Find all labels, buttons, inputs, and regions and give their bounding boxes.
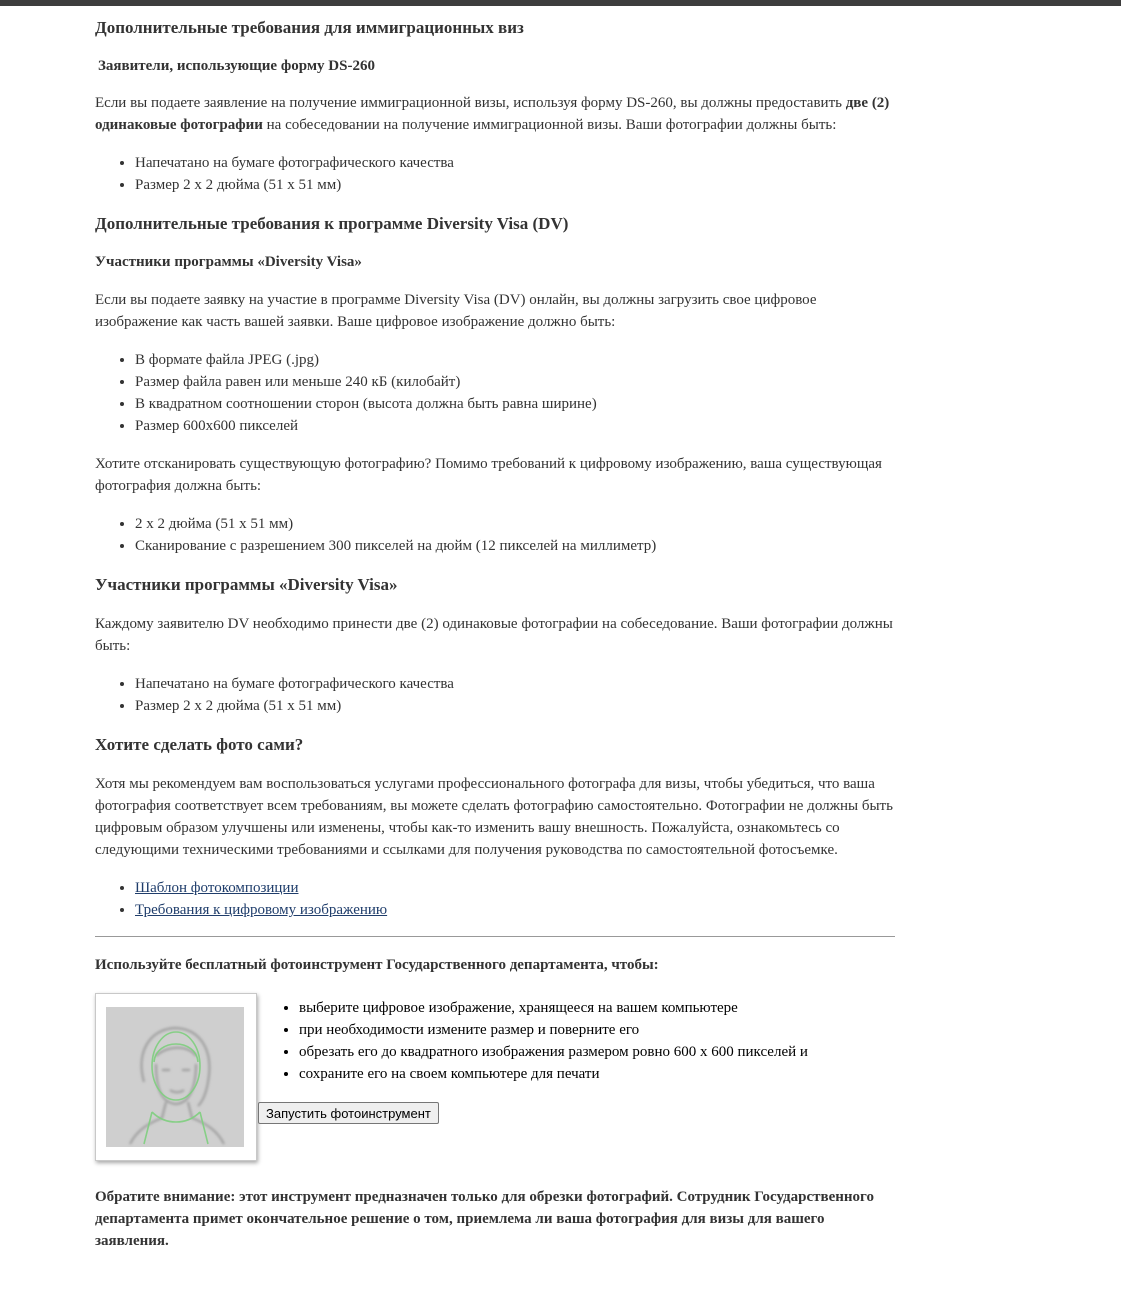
heading-dv-interview: Участники программы «Diversity Visa» [95, 575, 398, 594]
list-item: • В формате файла JPEG (.jpg) [135, 349, 895, 371]
list-item [135, 899, 895, 921]
photo-tool-features [259, 997, 899, 1085]
list-item: • выберите цифровое изображение, хранящееся на вашем компьютере [299, 997, 899, 1019]
main-content [95, 6, 895, 1252]
heading-immigrant-visas: Дополнительные требования для иммиграционных виз [95, 18, 524, 37]
list-self-photo-links [95, 877, 895, 921]
paragraph-dv-scan: Хотите отсканировать существующую фотографию? Помимо требований к цифровому изображению, ваша существующая фотография должна быть: [95, 456, 882, 494]
photo-tool-note: Обратите внимание: этот инструмент предназначен только для обрезки фотографий. Сотрудник Государственного департамента примет окончательное решение о том, приемлема ли ваша фотография для визы для вашего заявления. [95, 1189, 874, 1249]
list-item: • Размер 2 x 2 дюйма (51 x 51 мм) [135, 174, 895, 196]
list-item: • Напечатано на бумаге фотографического качества [135, 152, 895, 174]
subheading-dv-participants: Участники программы «Diversity Visa» [95, 254, 362, 270]
list-item: • Размер файла равен или меньше 240 кБ (килобайт) [135, 371, 895, 393]
paragraph-dv-online: Если вы подаете заявку на участие в программе Diversity Visa (DV) онлайн, вы должны загрузить свое цифровое изображение как часть вашей заявки. Ваше цифровое изображение должно быть: [95, 292, 817, 330]
heading-dv-requirements: Дополнительные требования к программе Diversity Visa (DV) [95, 214, 569, 233]
paragraph-ds260 [95, 92, 895, 136]
list-dv-interview-requirements [95, 673, 895, 717]
list-item: • Напечатано на бумаге фотографического качества [135, 673, 895, 695]
launch-photo-tool-button[interactable]: Запустить фотоинструмент [258, 1102, 439, 1124]
list-dv-scan-requirements [95, 513, 895, 557]
list-item: • при необходимости измените размер и поверните его [299, 1019, 899, 1041]
paragraph-self-photo: Хотя мы рекомендуем вам воспользоваться услугами профессионального фотографа для визы, чтобы убедиться, что ваша фотография соответствует всем требованиям, вы можете сделать фотографию самостоятельно. Фотографии не должны быть цифровым образом улучшены или изменены, чтобы как-то изменить вашу внешность. Пожалуйста, ознакомьтесь со следующими техническими требованиями и ссылками для получения руководства по самостоятельной фотосъемке. [95, 776, 893, 858]
photo-tool-block [95, 993, 895, 1163]
link-photo-template[interactable]: Шаблон фотокомпозиции [135, 880, 299, 896]
paragraph-dv-interview: Каждому заявителю DV необходимо принести две (2) одинаковые фотографии на собеседование. Ваши фотографии должны быть: [95, 616, 893, 654]
list-item: • Размер 600x600 пикселей [135, 415, 895, 437]
sample-photo [95, 993, 257, 1161]
list-item: • Размер 2 x 2 дюйма (51 x 51 мм) [135, 695, 895, 717]
list-dv-digital-requirements [95, 349, 895, 437]
list-item: • обрезать его до квадратного изображения размером ровно 600 x 600 пикселей и [299, 1041, 899, 1063]
list-item: • Сканирование с разрешением 300 пикселей на дюйм (12 пикселей на миллиметр) [135, 535, 895, 557]
woman-portrait-icon [96, 994, 256, 1160]
paragraph-ds260-end: на собеседовании на получение иммиграционной визы. Ваши фотографии должны быть: [262, 117, 837, 133]
list-ds260-requirements [95, 152, 895, 196]
heading-photo-tool: Используйте бесплатный фотоинструмент Государственного департамента, чтобы: [95, 957, 659, 973]
paragraph-ds260-start: Если вы подаете заявление на получение иммиграционной визы, используя форму DS-260, вы должны предоставить [95, 95, 846, 111]
list-photo-tool-features [259, 997, 899, 1085]
subheading-ds260-text: Заявители, использующие форму DS-260 [98, 58, 375, 74]
heading-self-photo: Хотите сделать фото сами? [95, 735, 304, 754]
paragraph-ds260-bold: две (2) одинаковые фотографии [95, 95, 890, 133]
list-item: • 2 x 2 дюйма (51 x 51 мм) [135, 513, 895, 535]
divider [95, 936, 895, 937]
list-item: • сохраните его на своем компьютере для печати [299, 1063, 899, 1085]
link-digital-requirements[interactable]: Требования к цифровому изображению [135, 902, 388, 918]
list-item [135, 877, 895, 899]
subheading-ds260 [95, 56, 895, 76]
list-item: • В квадратном соотношении сторон (высота должна быть равна ширине) [135, 393, 895, 415]
